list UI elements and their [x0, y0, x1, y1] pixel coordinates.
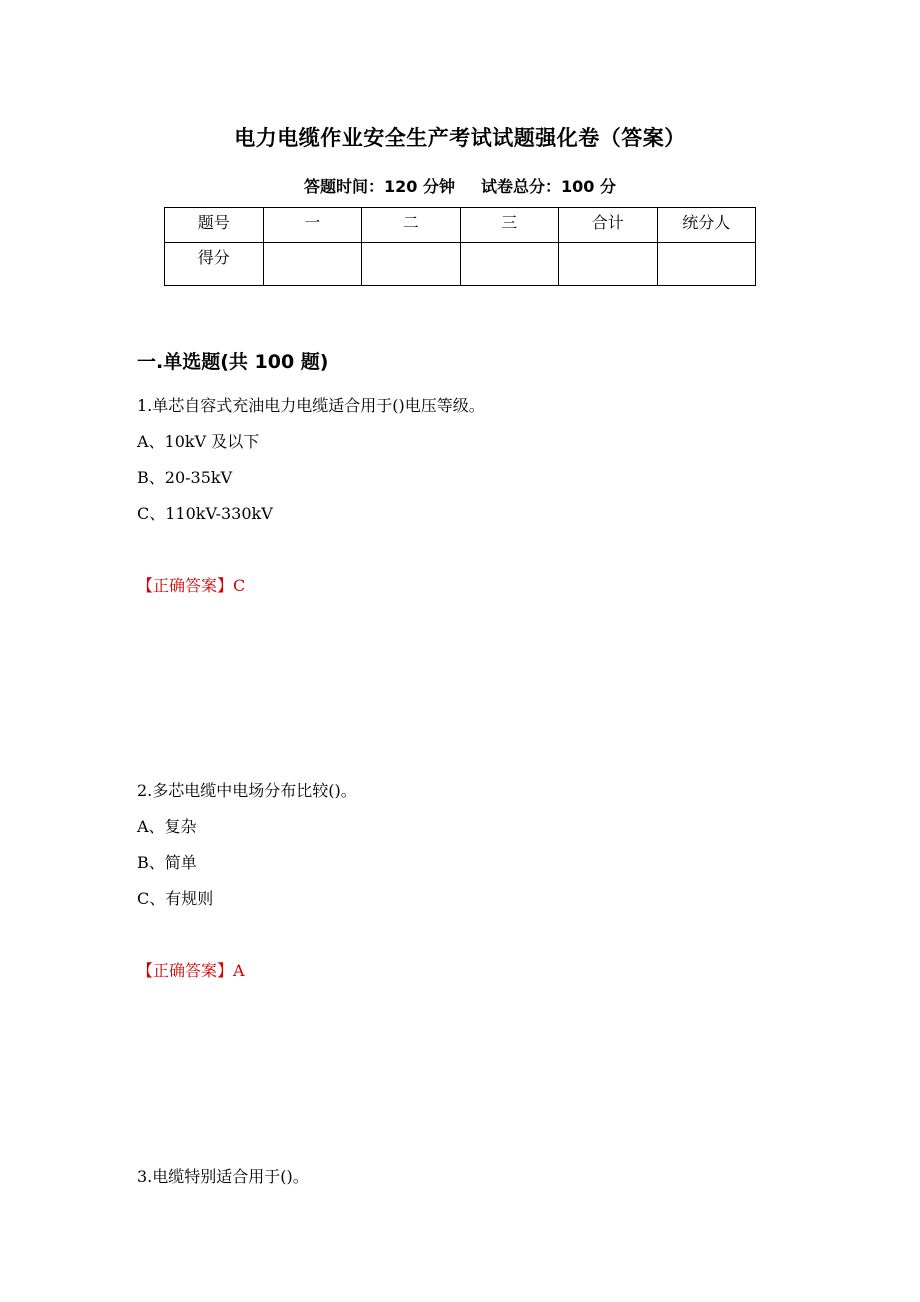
- question-text: 2.多芯电缆中电场分布比较()。: [137, 781, 357, 800]
- score-cell[interactable]: [362, 243, 461, 286]
- question-text: 1.单芯自容式充油电力电缆适合用于()电压等级。: [137, 396, 485, 415]
- correct-answer: 【正确答案】A: [137, 961, 245, 980]
- exam-meta: [0, 174, 920, 197]
- correct-answer: 【正确答案】C: [137, 576, 246, 595]
- exam-total-score: 试卷总分：100 分: [481, 177, 616, 196]
- section-title: 一.单选题(共 100 题): [137, 351, 329, 373]
- option-a: A、10kV 及以下: [137, 432, 260, 451]
- exam-time: 答题时间：120 分钟: [304, 177, 455, 196]
- score-table-header-cell: 合计: [559, 208, 658, 243]
- question-text: 3.电缆特别适合用于()。: [137, 1167, 309, 1186]
- document-title: 电力电缆作业安全生产考试试题强化卷（答案）: [234, 126, 686, 150]
- score-table-header-row: [165, 208, 756, 243]
- score-table-header-cell: 一: [263, 208, 362, 243]
- score-table-header-cell: 二: [362, 208, 461, 243]
- score-cell[interactable]: [559, 243, 658, 286]
- score-table-row-label: 得分: [165, 243, 264, 286]
- score-table-header-cell: 统分人: [657, 208, 756, 243]
- option-a: A、复杂: [137, 817, 197, 836]
- score-table-header-cell: 三: [460, 208, 559, 243]
- option-c: C、有规则: [137, 889, 214, 908]
- option-b: B、简单: [137, 853, 197, 872]
- score-table: [164, 207, 756, 286]
- option-b: B、20-35kV: [137, 468, 233, 487]
- score-cell[interactable]: [263, 243, 362, 286]
- score-cell[interactable]: [460, 243, 559, 286]
- score-table-header-cell: 题号: [165, 208, 264, 243]
- score-cell[interactable]: [657, 243, 756, 286]
- score-table-score-row: [165, 243, 756, 286]
- option-c: C、110kV-330kV: [137, 504, 273, 523]
